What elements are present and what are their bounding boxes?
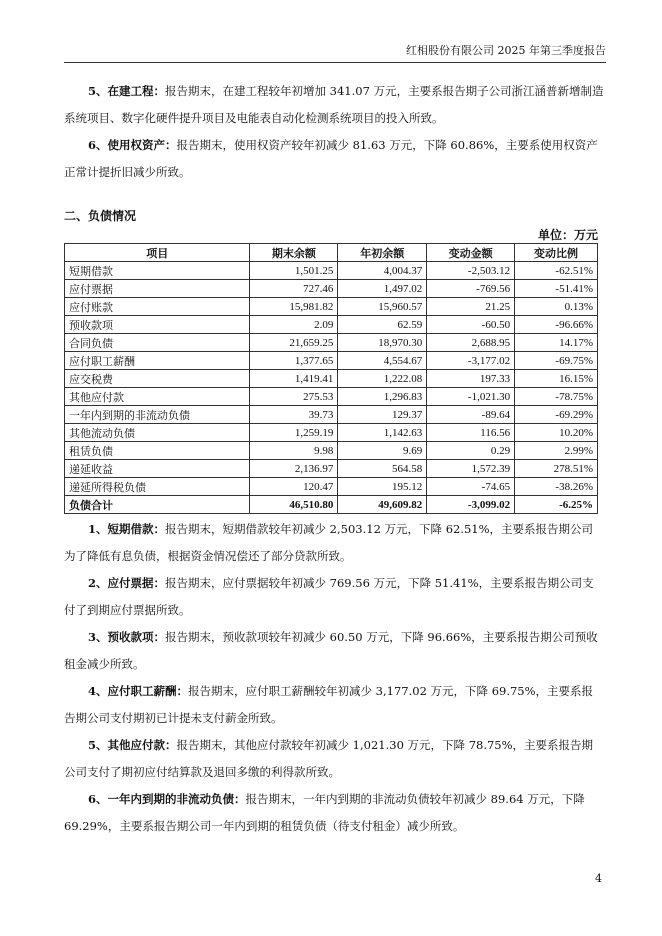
table-cell: 15,981.82 bbox=[250, 298, 338, 316]
table-row bbox=[65, 334, 598, 352]
paragraph-notes-payable: 2、应付票据：报告期末，应付票据较年初减少 769.56 万元，下降 51.41%，主要系报告期公司支付了到期应付票据所致。 bbox=[64, 576, 594, 617]
header-title: 红相股份有限公司 2025 年第三季度报告 bbox=[406, 44, 606, 57]
table-cell: 10.20% bbox=[515, 424, 598, 442]
table-row bbox=[65, 352, 598, 370]
table-cell: 应付票据 bbox=[65, 280, 250, 298]
table-row bbox=[65, 460, 598, 478]
table-cell: -74.65 bbox=[427, 478, 515, 496]
table-cell: -769.56 bbox=[427, 280, 515, 298]
table-cell: 1,377.65 bbox=[250, 352, 338, 370]
table-cell: -2,503.12 bbox=[427, 262, 515, 280]
table-cell: 其他流动负债 bbox=[65, 424, 250, 442]
unit-label: 单位：万元 bbox=[537, 228, 598, 242]
paragraph-short-term-loans: 1、短期借款：报告期末，短期借款较年初减少 2,503.12 万元，下降 62.51%，主要系报告期公司为了降低有息负债，根据资金情况偿还了部分贷款所致。 bbox=[64, 522, 594, 563]
table-cell: 62.59 bbox=[338, 316, 427, 334]
table-cell: 租赁负债 bbox=[65, 442, 250, 460]
paragraph-construction-in-progress: 5、在建工程：报告期末，在建工程较年初增加 341.07 万元，主要系报告期子公司浙江涵普新增制造系统项目、数字化硬件提升项目及电能表自动化检测系统项目的投入所致。 bbox=[64, 84, 604, 125]
column-header: 项目 bbox=[65, 244, 250, 262]
table-cell: 2.99% bbox=[515, 442, 598, 460]
table-cell: 应付职工薪酬 bbox=[65, 352, 250, 370]
paragraph-other-payables: 5、其他应付款：报告期末，其他应付款较年初减少 1,021.30 万元，下降 78.75%，主要系报告期公司支付了期初应付结算款及退回多缴的利得款所致。 bbox=[64, 738, 594, 779]
table-row bbox=[65, 280, 598, 298]
table-cell: -89.64 bbox=[427, 406, 515, 424]
column-header: 变动金额 bbox=[427, 244, 515, 262]
table-cell: 197.33 bbox=[427, 370, 515, 388]
table-cell: 0.29 bbox=[427, 442, 515, 460]
table-cell: 1,259.19 bbox=[250, 424, 338, 442]
table-cell: 4,004.37 bbox=[338, 262, 427, 280]
table-cell: 1,419.41 bbox=[250, 370, 338, 388]
table-cell: 39.73 bbox=[250, 406, 338, 424]
table-row bbox=[65, 316, 598, 334]
table-cell: 递延收益 bbox=[65, 460, 250, 478]
paragraph-right-of-use-assets: 6、使用权资产：报告期末，使用权资产较年初减少 81.63 万元，下降 60.86%，主要系使用权资产正常计提折旧减少所致。 bbox=[64, 138, 598, 179]
table-cell: 727.46 bbox=[250, 280, 338, 298]
table-cell: 120.47 bbox=[250, 478, 338, 496]
liabilities-table bbox=[64, 243, 598, 514]
table-cell: 应付账款 bbox=[65, 298, 250, 316]
table-cell: 1,497.02 bbox=[338, 280, 427, 298]
table-cell: 564.58 bbox=[338, 460, 427, 478]
table-row bbox=[65, 442, 598, 460]
table-cell: 18,970.30 bbox=[338, 334, 427, 352]
table-cell: 合同负债 bbox=[65, 334, 250, 352]
table-cell: 应交税费 bbox=[65, 370, 250, 388]
table-cell: -38.26% bbox=[515, 478, 598, 496]
table-cell: 21,659.25 bbox=[250, 334, 338, 352]
table-cell: -78.75% bbox=[515, 388, 598, 406]
table-total-row bbox=[65, 496, 598, 514]
paragraph-current-noncurrent-liabilities: 6、一年内到期的非流动负债：报告期末，一年内到期的非流动负债较年初减少 89.64 万元，下降 69.29%，主要系报告期公司一年内到期的租赁负债（待支付租金）减少所致。 bbox=[64, 792, 585, 833]
table-cell: 1,501.25 bbox=[250, 262, 338, 280]
table-cell: -69.29% bbox=[515, 406, 598, 424]
table-cell: -1,021.30 bbox=[427, 388, 515, 406]
table-cell: 46,510.80 bbox=[250, 496, 338, 514]
table-cell: 1,296.83 bbox=[338, 388, 427, 406]
column-header: 年初余额 bbox=[338, 244, 427, 262]
table-row bbox=[65, 424, 598, 442]
table-header-row bbox=[65, 244, 598, 262]
paragraph-advance-receipts: 3、预收款项：报告期末，预收款项较年初减少 60.50 万元，下降 96.66%，主要系报告期公司预收租金减少所致。 bbox=[64, 630, 598, 671]
table-cell: 1,572.39 bbox=[427, 460, 515, 478]
table-cell: -62.51% bbox=[515, 262, 598, 280]
table-cell: 15,960.57 bbox=[338, 298, 427, 316]
table-cell: -3,177.02 bbox=[427, 352, 515, 370]
table-row bbox=[65, 262, 598, 280]
column-header: 期末余额 bbox=[250, 244, 338, 262]
table-cell: 2,136.97 bbox=[250, 460, 338, 478]
paragraph-employee-payable: 4、应付职工薪酬：报告期末，应付职工薪酬较年初减少 3,177.02 万元，下降 69.75%，主要系报告期公司支付期初已计提未支付薪金所致。 bbox=[64, 684, 594, 725]
table-cell: 278.51% bbox=[515, 460, 598, 478]
page-header bbox=[64, 42, 606, 63]
table-row bbox=[65, 478, 598, 496]
section-title: 二、负债情况 bbox=[64, 209, 137, 223]
table-cell: 1,222.08 bbox=[338, 370, 427, 388]
table-cell: 4,554.67 bbox=[338, 352, 427, 370]
table-cell: 9.69 bbox=[338, 442, 427, 460]
table-cell: 1,142.63 bbox=[338, 424, 427, 442]
table-cell: 129.37 bbox=[338, 406, 427, 424]
table-cell: -51.41% bbox=[515, 280, 598, 298]
table-cell: 递延所得税负债 bbox=[65, 478, 250, 496]
table-row bbox=[65, 406, 598, 424]
table-cell: -60.50 bbox=[427, 316, 515, 334]
table-cell: -6.25% bbox=[515, 496, 598, 514]
table-cell: 0.13% bbox=[515, 298, 598, 316]
table-row bbox=[65, 298, 598, 316]
table-cell: 21.25 bbox=[427, 298, 515, 316]
table-cell: 49,609.82 bbox=[338, 496, 427, 514]
table-cell: 16.15% bbox=[515, 370, 598, 388]
table-cell: 195.12 bbox=[338, 478, 427, 496]
table-row bbox=[65, 388, 598, 406]
table-row bbox=[65, 370, 598, 388]
table-cell: 2,688.95 bbox=[427, 334, 515, 352]
table-cell: -96.66% bbox=[515, 316, 598, 334]
column-header: 变动比例 bbox=[515, 244, 598, 262]
table-cell: 预收款项 bbox=[65, 316, 250, 334]
table-cell: 116.56 bbox=[427, 424, 515, 442]
table-cell: 一年内到期的非流动负债 bbox=[65, 406, 250, 424]
table-cell: 其他应付款 bbox=[65, 388, 250, 406]
table-cell: -69.75% bbox=[515, 352, 598, 370]
table-cell: 9.98 bbox=[250, 442, 338, 460]
table-cell: 14.17% bbox=[515, 334, 598, 352]
table-cell: 275.53 bbox=[250, 388, 338, 406]
table-cell: 2.09 bbox=[250, 316, 338, 334]
page-number: 4 bbox=[595, 872, 602, 885]
table-cell: 短期借款 bbox=[65, 262, 250, 280]
table-cell: -3,099.02 bbox=[427, 496, 515, 514]
table-cell: 负债合计 bbox=[65, 496, 250, 514]
